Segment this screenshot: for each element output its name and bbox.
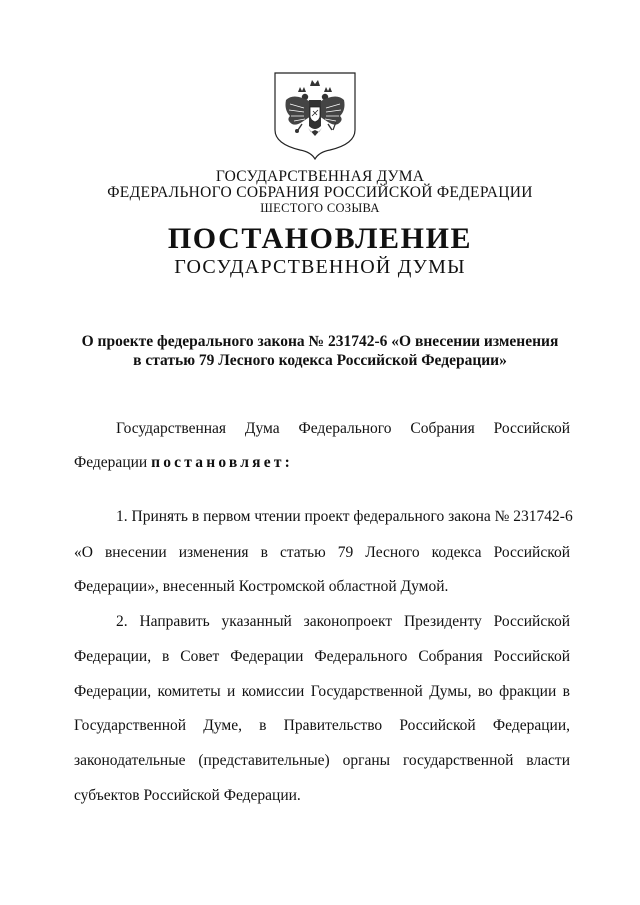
preamble-line-1: Государственная Дума Федерального Собрания Российской <box>116 420 570 437</box>
preamble-text: Федерации <box>74 454 148 471</box>
header-line-convocation: ШЕСТОГО СОЗЫВА <box>260 201 380 215</box>
item2-line-5: законодательные (представительные) органы государственной власти <box>74 752 570 769</box>
item2-line-6: субъектов Российской Федерации. <box>74 787 301 804</box>
resolves-keyword: постановляет: <box>151 454 293 471</box>
item1-line-3: Федерации», внесенный Костромской областной Думой. <box>74 578 449 595</box>
preamble-line-2 <box>74 454 570 472</box>
document-title: ПОСТАНОВЛЕНИЕ <box>167 222 473 255</box>
russian-coat-of-arms-icon <box>272 70 358 160</box>
item2-line-4: Государственной Думе, в Правительство Российской Федерации, <box>74 717 570 734</box>
item2-line-3: Федерации, комитеты и комиссии Государственной Думы, во фракции в <box>74 683 570 700</box>
header-line-federal-assembly: ФЕДЕРАЛЬНОГО СОБРАНИЯ РОССИЙСКОЙ ФЕДЕРАЦИИ <box>107 184 533 201</box>
item1-line-1: 1. Принять в первом чтении проект федерального закона № 231742-6 <box>116 508 573 525</box>
item2-line-1: 2. Направить указанный законопроект Президенту Российской <box>116 613 570 630</box>
subject-line-1: О проекте федерального закона № 231742-6 «О внесении изменения <box>81 333 559 350</box>
document-subtitle: ГОСУДАРСТВЕННОЙ ДУМЫ <box>174 256 466 278</box>
header-line-duma: ГОСУДАРСТВЕННАЯ ДУМА <box>215 168 425 185</box>
item1-line-2: «О внесении изменения в статью 79 Лесного кодекса Российской <box>74 544 570 561</box>
subject-line-2: в статью 79 Лесного кодекса Российской Федерации» <box>133 352 507 369</box>
item2-line-2: Федерации, в Совет Федерации Федерального Собрания Российской <box>74 648 570 665</box>
